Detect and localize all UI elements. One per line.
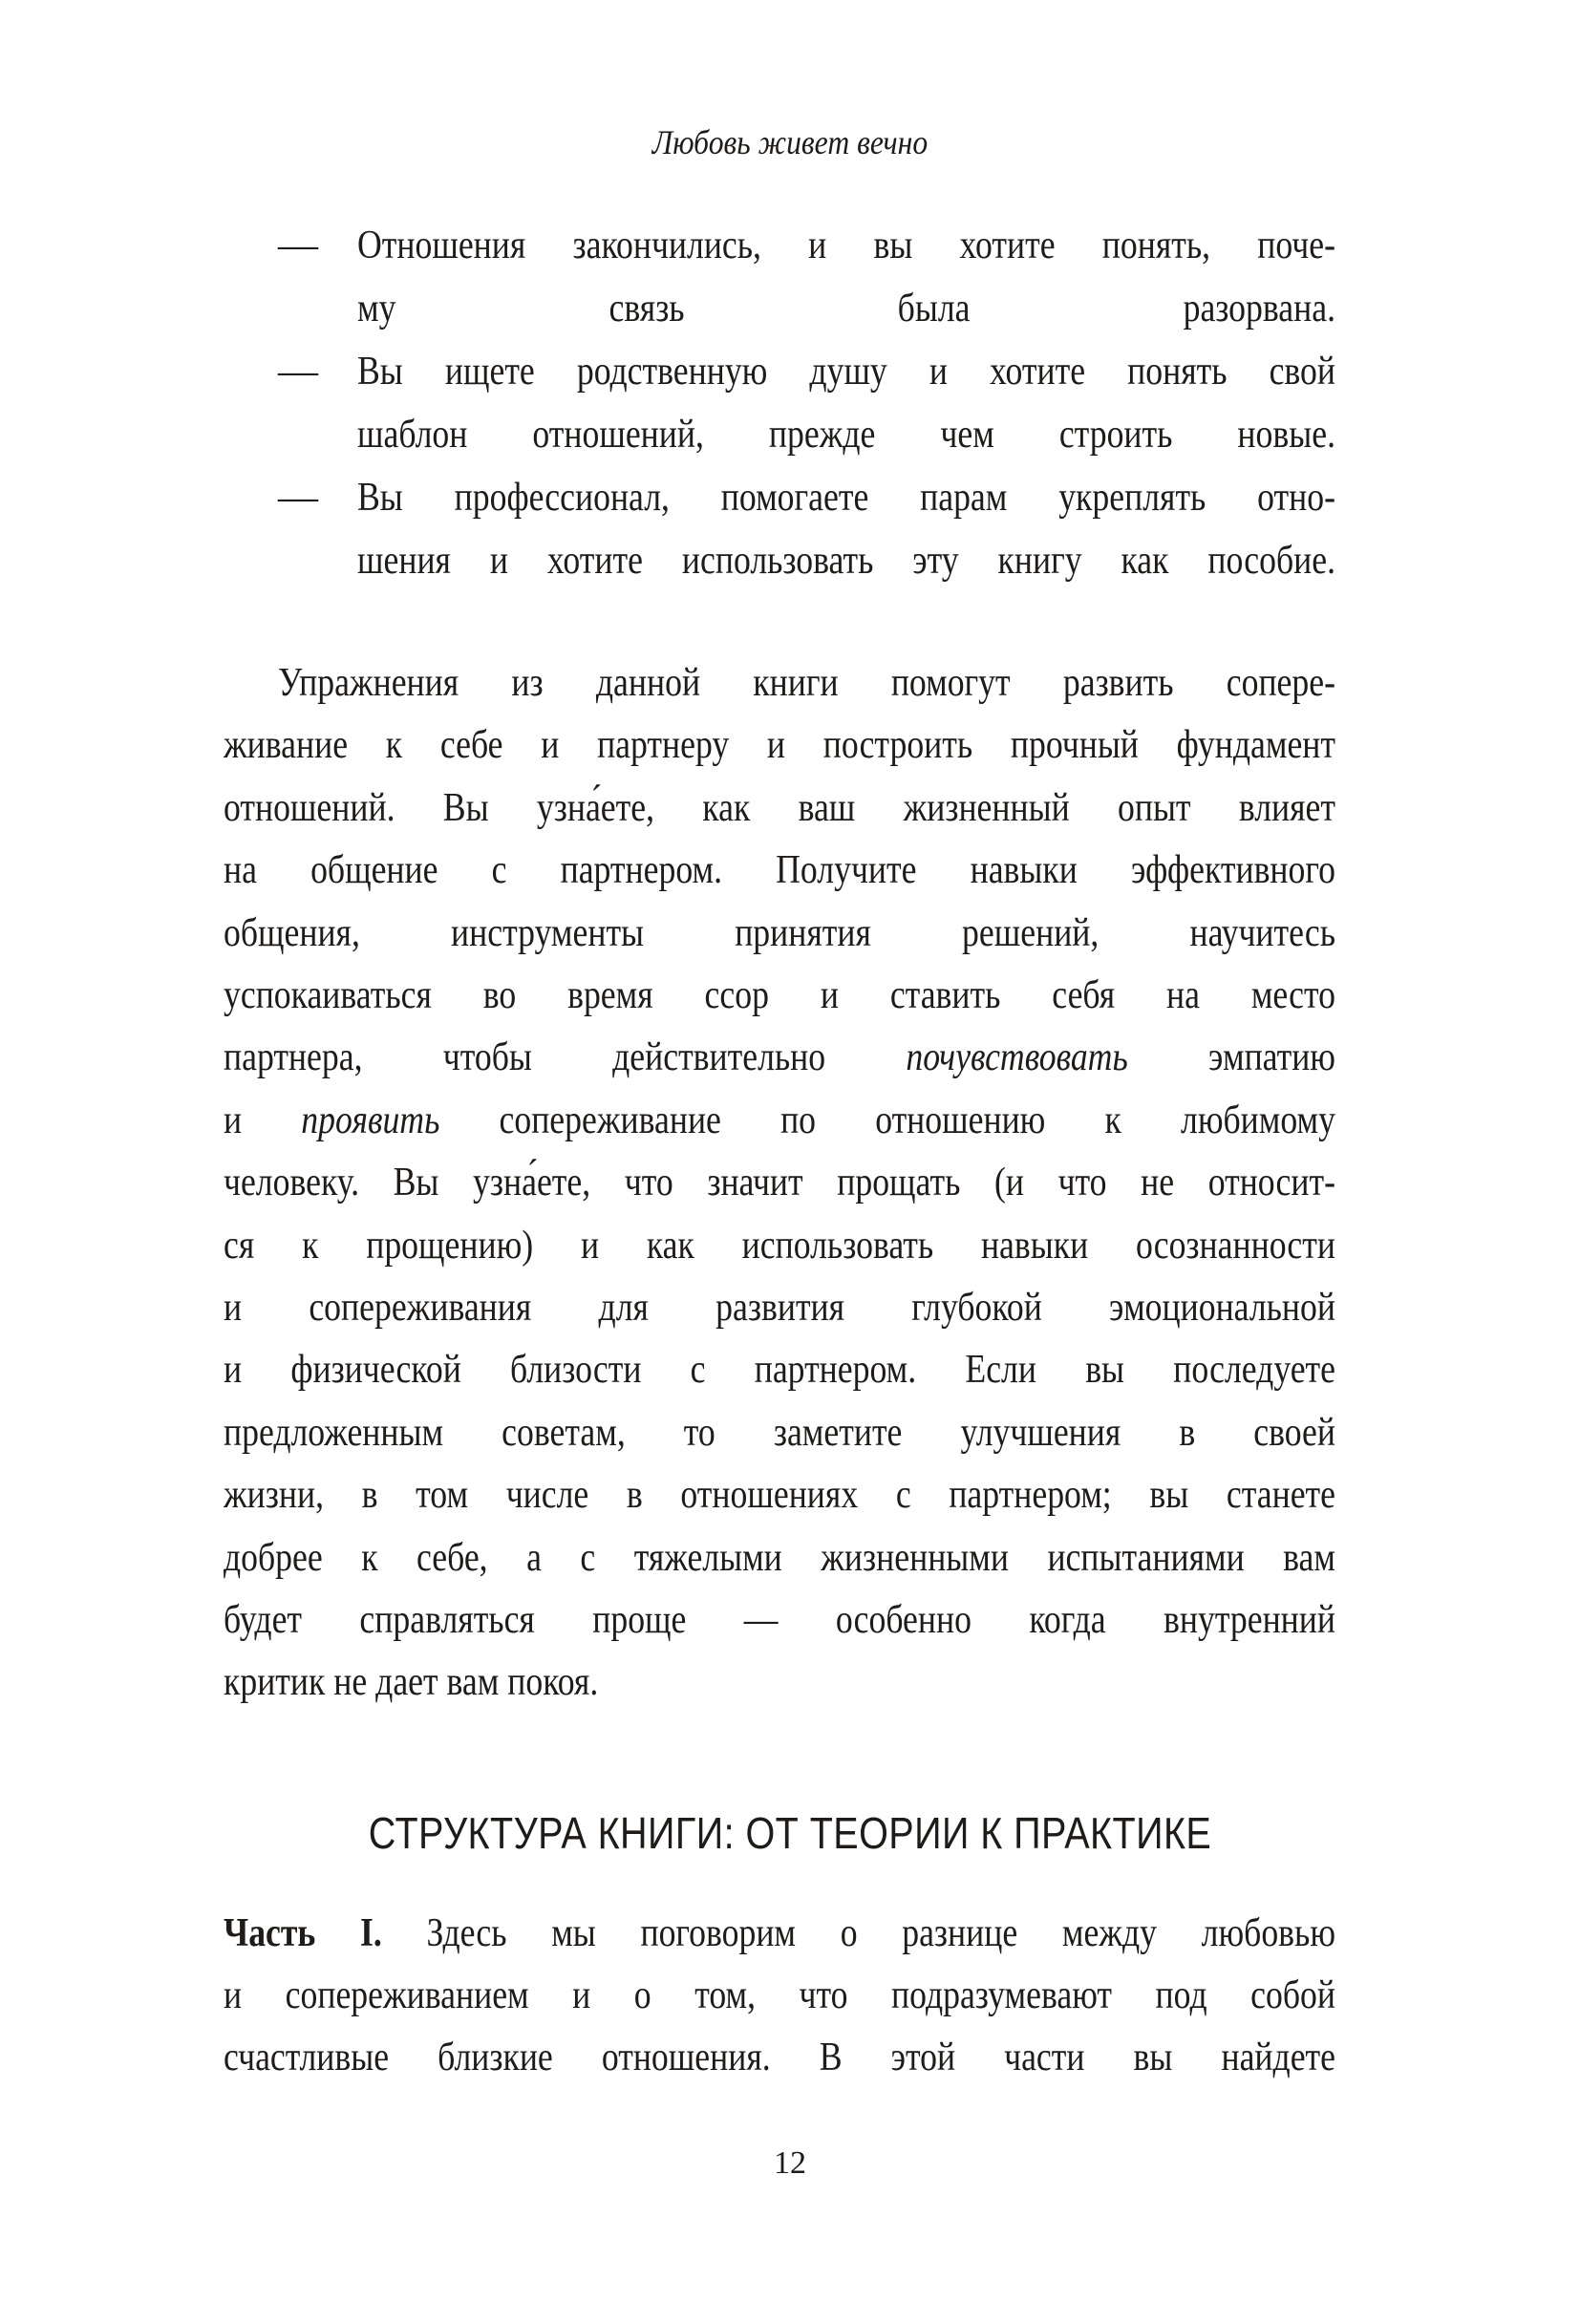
text-run: ся к прощению) и как использовать навыки осознанности (224, 1223, 1335, 1268)
paragraph-line (224, 1089, 1335, 1152)
text-run: на общение с партнером. Получите навыки эффективного (224, 848, 1335, 893)
paragraph-line (224, 1276, 1335, 1339)
bullet-dash: — (278, 350, 318, 394)
text-run: и (224, 1098, 302, 1142)
paragraph-line (224, 964, 1335, 1027)
italic-emphasis: проявить (301, 1098, 440, 1142)
text-run: сопереживание по отношению к любимому (439, 1098, 1335, 1142)
paragraph-line (224, 1214, 1335, 1277)
bullet-line (357, 529, 1335, 592)
paragraph-line (224, 714, 1335, 777)
paragraph-line (224, 839, 1335, 902)
paragraph-line (224, 1026, 1335, 1089)
text-run: шаблон отношений, прежде чем строить новые. (357, 413, 1335, 457)
text-run: Отношения закончились, и вы хотите понять, поче- (357, 224, 1335, 267)
text-run: будет справляться проще — особенно когда внутренний (224, 1598, 1335, 1642)
italic-emphasis: почувствовать (906, 1035, 1128, 1080)
text-run: и сопереживанием и о том, что подразумевают под собой (224, 1973, 1335, 2017)
bullet-line (357, 214, 1335, 277)
text-run: Вы профессионал, помогаете парам укреплять отно- (357, 476, 1335, 520)
bold-label: Часть I. (224, 1911, 382, 1955)
text-run: жизни, в том числе в отношениях с партнером; вы станете (224, 1473, 1335, 1518)
part-one-line (224, 2026, 1335, 2089)
text-run: успокаиваться во время ссор и ставить себя на место (224, 973, 1335, 1017)
section-heading: СТРУКТУРА КНИГИ: ОТ ТЕОРИИ К ПРАКТИКЕ (368, 1808, 1212, 1858)
text-run: эмпатию (1127, 1035, 1335, 1080)
text-run: счастливые близкие отношения. В этой части вы найдете (224, 2036, 1335, 2079)
text-run: отношений. Вы узна́ете, как ваш жизненный опыт влияет (224, 785, 1335, 830)
paragraph-line (224, 1588, 1335, 1652)
text-run: человеку. Вы узна́ете, что значит прощать (и что не относит- (224, 1161, 1335, 1205)
bullet-dash: — (278, 224, 318, 267)
paragraph-line (278, 651, 1335, 714)
text-run: и сопереживания для развития глубокой эмоциональной (224, 1286, 1335, 1330)
text-run: живание к себе и партнеру и построить прочный фундамент (224, 723, 1335, 768)
bullet-line (357, 466, 1335, 529)
text-run: шения и хотите использовать эту книгу как пособие. (357, 539, 1335, 583)
paragraph-line (224, 1463, 1335, 1526)
text-run: критик не дает вам покоя. (224, 1660, 599, 1705)
text-run: и физической близости с партнером. Если вы последуете (224, 1348, 1335, 1393)
part-one-line (224, 1902, 1335, 1965)
paragraph-line (224, 902, 1335, 965)
page-number: 12 (774, 2145, 806, 2181)
text-run: добрее к себе, а с тяжелыми жизненными испытаниями вам (224, 1535, 1335, 1580)
paragraph-line (224, 1526, 1335, 1589)
bullet-line (357, 277, 1335, 340)
text-run: му связь была разорвана. (357, 287, 1335, 330)
paragraph-line (224, 1401, 1335, 1464)
paragraph-line (224, 1338, 1335, 1401)
text-run: партнера, чтобы действительно (224, 1035, 907, 1080)
text-run: предложенным советам, то заметите улучшения в своей (224, 1410, 1335, 1455)
bullet-dash: — (278, 476, 318, 520)
bullet-line (357, 403, 1335, 466)
paragraph-line (224, 777, 1335, 840)
text-run: Здесь мы поговорим о разнице между любовью (381, 1911, 1335, 1955)
running-head: Любовь живет вечно (651, 123, 929, 161)
text-run: Упражнения из данной книги помогут развить сопере- (278, 661, 1335, 705)
paragraph-line (224, 1651, 1335, 1714)
bullet-line (357, 340, 1335, 403)
paragraph-line (224, 1151, 1335, 1214)
text-run: общения, инструменты принятия решений, научитесь (224, 910, 1335, 955)
text-run: Вы ищете родственную душу и хотите понять свой (357, 350, 1335, 394)
part-one-line (224, 1964, 1335, 2027)
